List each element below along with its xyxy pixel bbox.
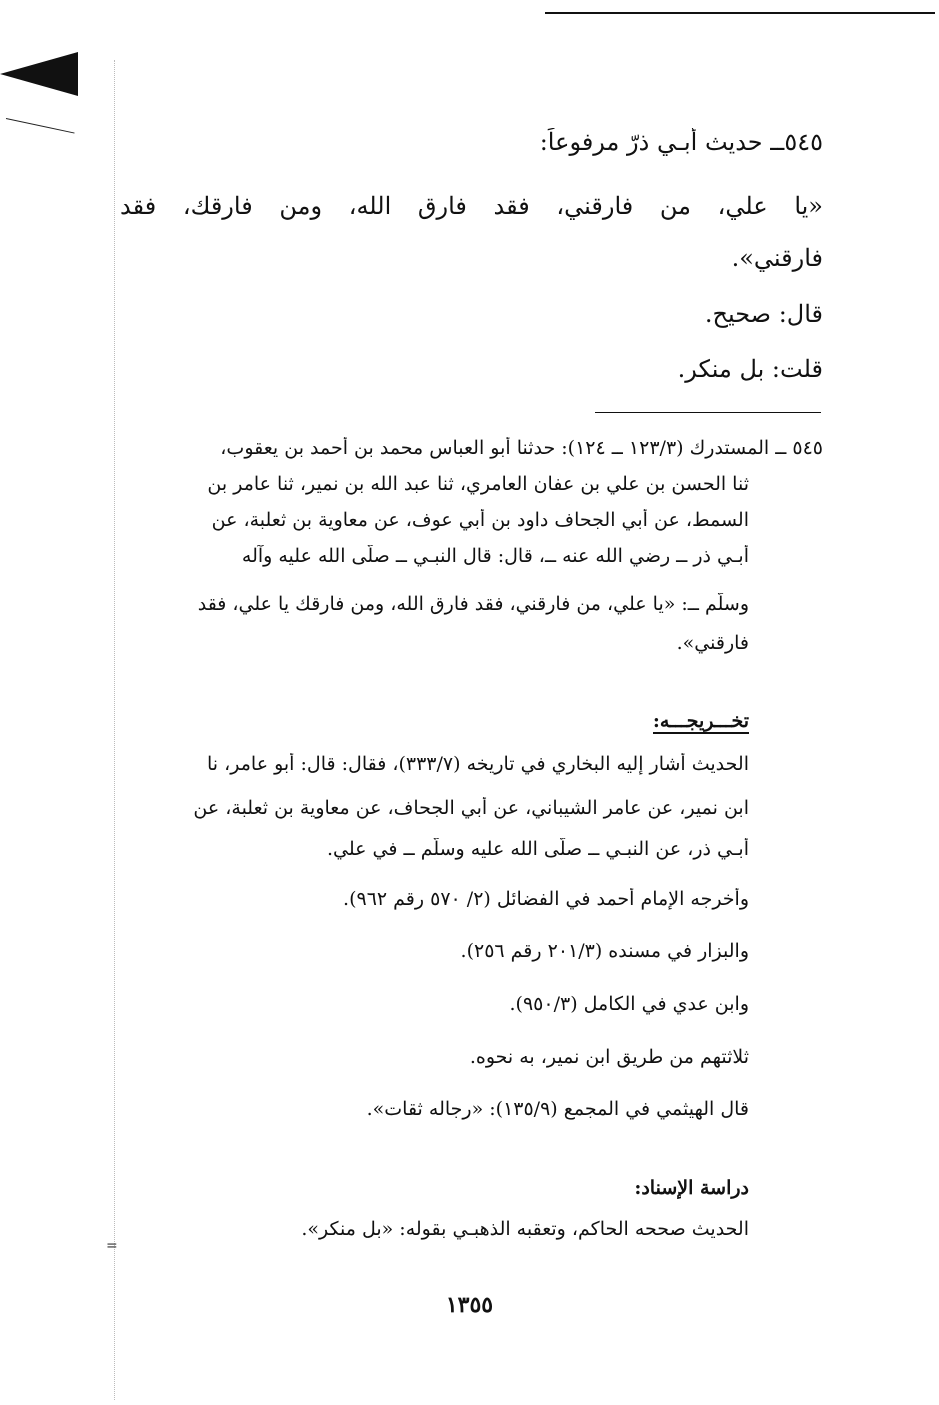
takhrij-line-2: ابن نمير، عن عامر الشيباني، عن أبي الجحاف، عن معاوية بن ثعلبة، عن — [193, 797, 749, 819]
hadith-heading: ٥٤٥ــ حديث أبـي ذرّ مرفوعاً: — [539, 128, 823, 156]
isnad-title: دراسة الإسناد: — [634, 1177, 749, 1199]
source-line-2: والبزار في مسنده (٢٠١/٣ رقم ٢٥٦). — [460, 940, 749, 962]
takhrij-title — [120, 710, 749, 734]
source-line-1: وأخرجه الإمام أحمد في الفضائل (٢/ ٥٧٠ رقم ٩٦٢). — [343, 888, 749, 910]
takhrij-line-1: الحديث أشار إليه البخاري في تاريخه (٣٣٣/٧)، فقال: قال: أبو عامر، نا — [207, 753, 749, 775]
footnote-line-5: وسلَّم ــ: «يا علي، من فارقني، فقد فارق الله، ومن فارقك يا علي، فقد — [197, 593, 749, 615]
footnote-separator — [595, 412, 821, 413]
isnad-text: الحديث صححه الحاكم، وتعقبه الذهبـي بقوله: «بل منكر». — [301, 1218, 749, 1240]
source-line-5: قال الهيثمي في المجمع (١٣٥/٩): «رجاله ثقات». — [366, 1098, 749, 1120]
hadith-text-line-2: فارقني». — [731, 244, 823, 272]
takhrij-line-3: أبـي ذر، عن النبـي ــ صلَّى الله عليه وسلَّم ــ في علي. — [327, 838, 749, 860]
scan-edge-line — [6, 118, 75, 134]
hadith-text-line-1: «يا علي، من فارقني، فقد فارق الله، ومن فارقك، فقد — [120, 192, 823, 220]
footnote-line-2: ثنا الحسن بن علي بن عفان العامري، ثنا عبد الله بن نمير، ثنا عامر بن — [207, 473, 749, 495]
source-line-3: وابن عدي في الكامل (٩٥٠/٣). — [509, 993, 749, 1015]
scan-edge-mark — [0, 52, 78, 96]
page-number: ١٣٥٥ — [445, 1292, 494, 1318]
qaala-line: قال: صحيح. — [704, 300, 823, 328]
footnote-line-3: السمط، عن أبي الجحاف داود بن أبي عوف، عن معاوية بن ثعلبة، عن — [211, 509, 749, 531]
qultu-line: قلت: بل منكر. — [677, 355, 823, 383]
top-rule — [545, 12, 935, 14]
source-line-4: ثلاثتهم من طريق ابن نمير، به نحوه. — [469, 1046, 749, 1068]
footnote-line-1: ٥٤٥ ــ المستدرك (١٢٣/٣ ــ ١٢٤): حدثنا أبو العباس محمد بن أحمد بن يعقوب، — [220, 437, 823, 459]
gutter-mark: = — [106, 1238, 118, 1254]
gutter-line — [114, 60, 115, 1400]
takhrij-title-text: تخـــريجـــه: — [652, 710, 749, 732]
footnote-line-4: أبـي ذر ــ رضي الله عنه ــ، قال: قال النبـي ــ صلَّى الله عليه وآله — [241, 545, 749, 567]
footnote-line-6: فارقني». — [676, 632, 749, 654]
